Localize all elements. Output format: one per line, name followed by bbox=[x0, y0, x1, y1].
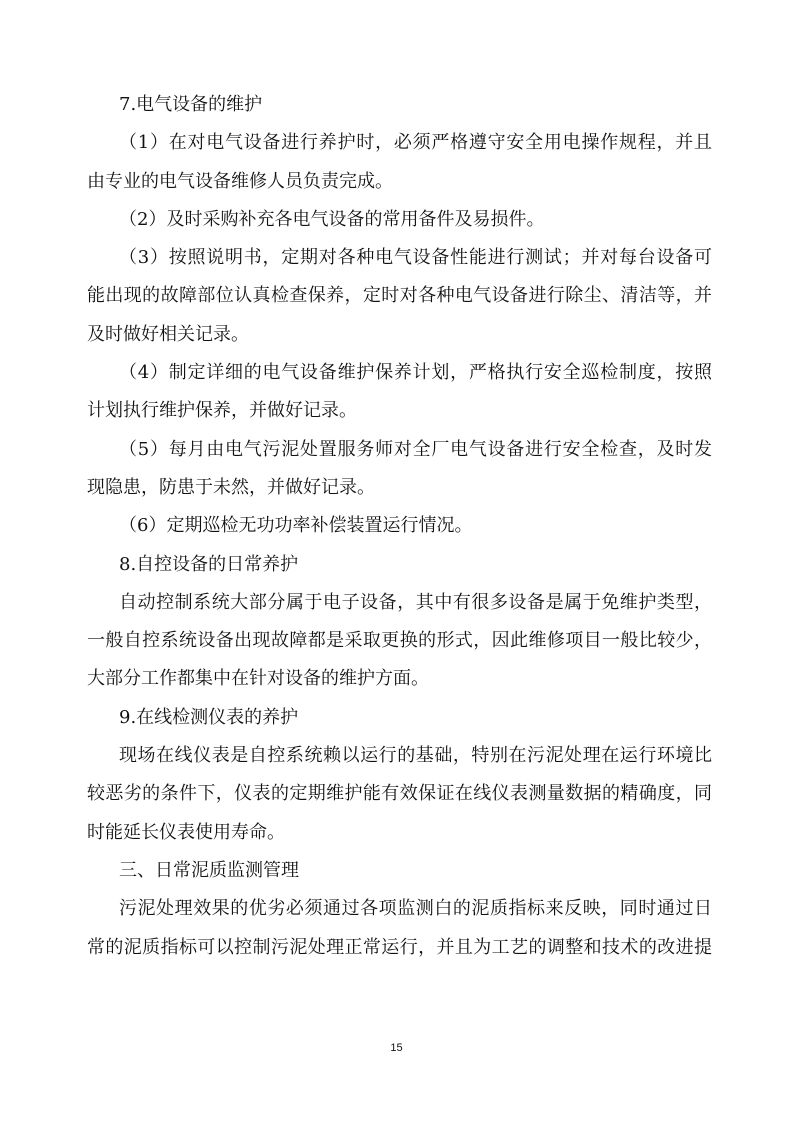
text-line: 一般自控系统设备出现故障都是采取更换的形式，因此维修项目一般比较少， bbox=[87, 630, 712, 652]
text-line: 常的泥质指标可以控制污泥处理正常运行，并且为工艺的调整和技术的改进提 bbox=[87, 936, 712, 958]
text-line: 现场在线仪表是自控系统赖以运行的基础，特别在污泥处理在运行环境比 bbox=[119, 745, 712, 767]
page-number: 15 bbox=[390, 1042, 403, 1054]
text-line: 能出现的故障部位认真检查保养，定时对各种电气设备进行除尘、清洁等，并 bbox=[87, 285, 712, 307]
text-line: 由专业的电气设备维修人员负责完成。 bbox=[87, 170, 393, 192]
text-line: （3）按照说明书，定期对各种电气设备性能进行测试；并对每台设备可 bbox=[119, 247, 712, 269]
text-line: 自动控制系统大部分属于电子设备，其中有很多设备是属于免维护类型， bbox=[119, 591, 712, 613]
text-line: 污泥处理效果的优劣必须通过各项监测白的泥质指标来反映，同时通过日 bbox=[119, 898, 712, 920]
text-line: 计划执行维护保养，并做好记录。 bbox=[87, 400, 357, 422]
text-line: （5）每月由电气污泥处置服务师对全厂电气设备进行安全检查，及时发 bbox=[119, 438, 712, 460]
text-line: （6）定期巡检无功功率补偿装置运行情况。 bbox=[119, 515, 473, 537]
text-line: 7.电气设备的维护 bbox=[119, 94, 263, 115]
text-line: 现隐患，防患于未然，并做好记录。 bbox=[87, 476, 375, 498]
document-body bbox=[87, 86, 712, 967]
text-line: （2）及时采购补充各电气设备的常用备件及易损件。 bbox=[119, 208, 545, 230]
text-line: （4）制定详细的电气设备维护保养计划，严格执行安全巡检制度，按照 bbox=[119, 362, 712, 384]
text-line: 时能延长仪表使用寿命。 bbox=[87, 821, 285, 843]
text-line: （1）在对电气设备进行养护时，必须严格遵守安全用电操作规程，并且 bbox=[119, 132, 712, 154]
text-line: 8.自控设备的日常养护 bbox=[119, 553, 299, 575]
text-line: 较恶劣的条件下，仪表的定期维护能有效保证在线仪表测量数据的精确度，同 bbox=[87, 783, 712, 805]
text-line: 及时做好相关记录。 bbox=[87, 323, 249, 345]
text-line: 9.在线检测仪表的养护 bbox=[119, 706, 299, 728]
text-line: 三、日常泥质监测管理 bbox=[119, 859, 299, 881]
text-line: 大部分工作都集中在针对设备的维护方面。 bbox=[87, 668, 429, 690]
